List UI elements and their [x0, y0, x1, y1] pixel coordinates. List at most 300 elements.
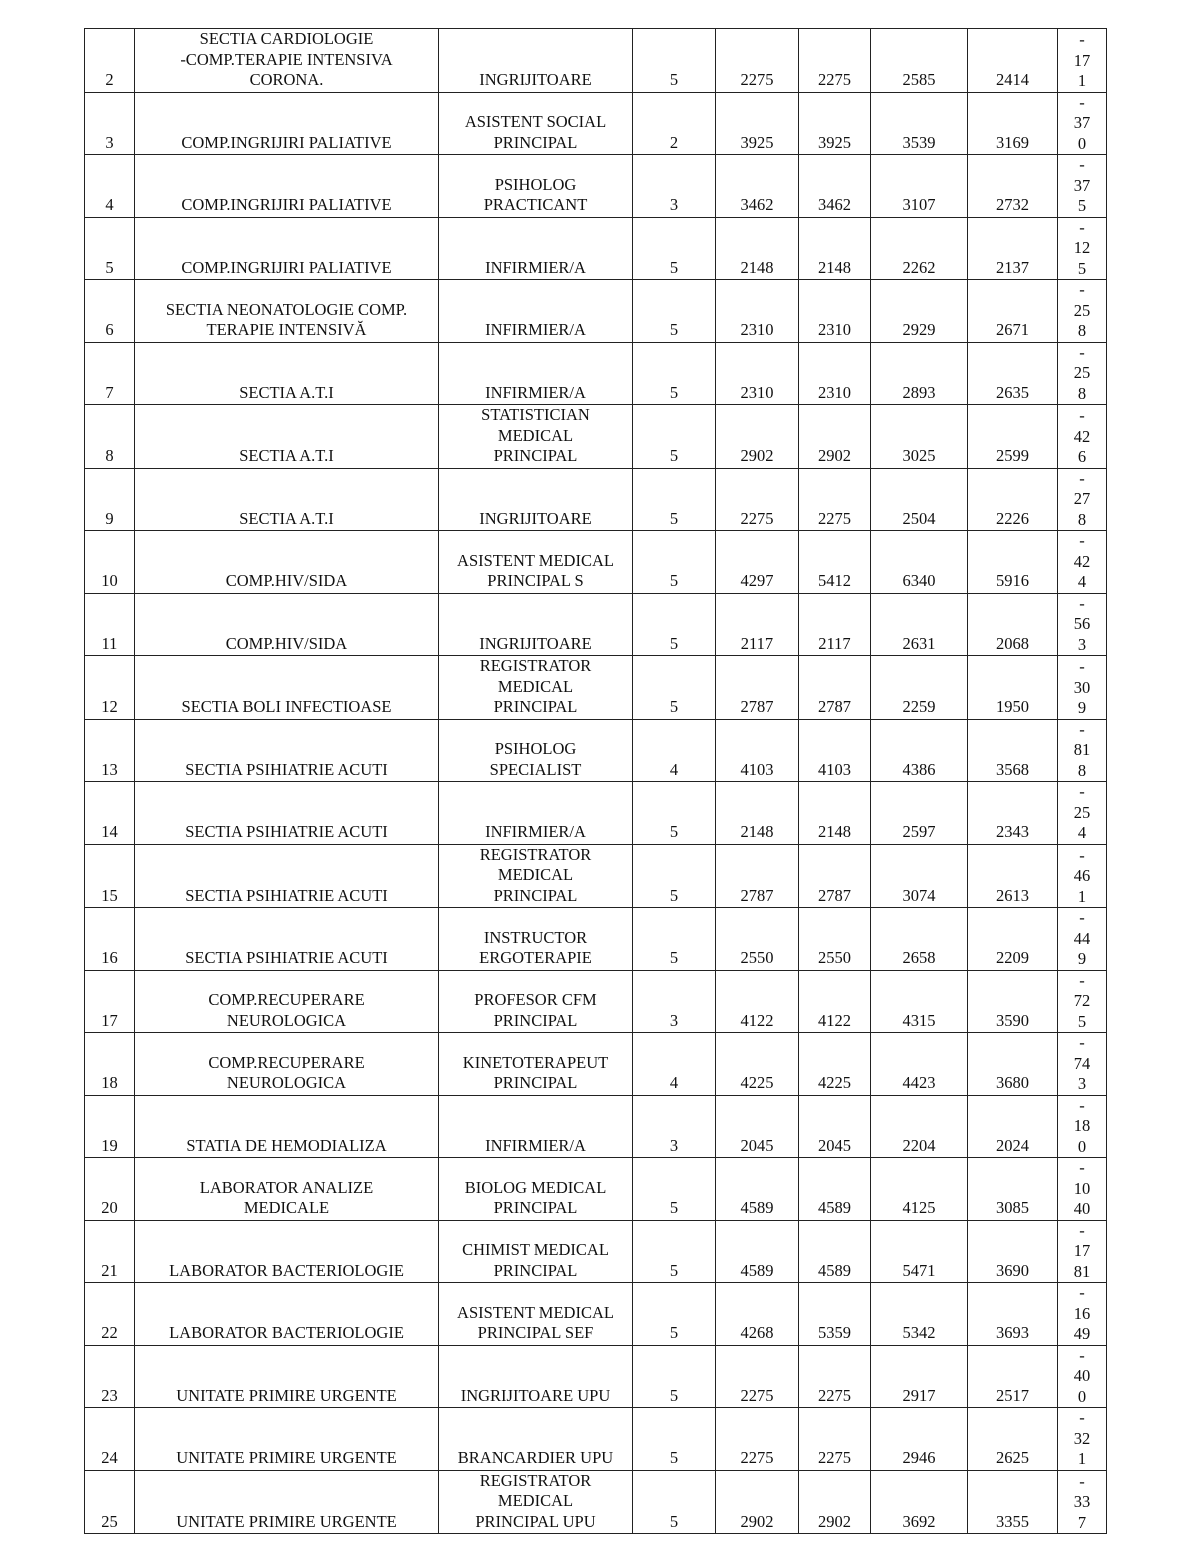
table-row	[85, 908, 1107, 971]
position-cell	[439, 1220, 633, 1283]
difference-line: 74	[1073, 1053, 1091, 1073]
value-3-cell: 2658	[871, 908, 968, 971]
value-1-cell: 2148	[716, 782, 799, 845]
position-line: INFIRMIER/A	[485, 1135, 586, 1155]
grade-cell: 5	[633, 1158, 716, 1221]
value-3-cell: 4125	[871, 1158, 968, 1221]
value-3-cell: 2929	[871, 280, 968, 343]
department-cell	[135, 1408, 439, 1471]
difference-line: -	[1079, 92, 1085, 112]
grade-cell: 4	[633, 719, 716, 782]
table-row	[85, 405, 1107, 469]
value-1-cell: 4297	[716, 531, 799, 594]
department-line: STATIA DE HEMODIALIZA	[186, 1135, 387, 1155]
value-2-cell: 2550	[799, 908, 871, 971]
position-cell	[439, 719, 633, 782]
difference-line: 27	[1073, 489, 1091, 508]
value-1-cell: 2550	[716, 908, 799, 971]
grade-cell: 5	[633, 468, 716, 531]
grade-cell: 2	[633, 92, 716, 155]
value-1-cell: 2310	[716, 280, 799, 343]
row-number-cell: 23	[85, 1345, 135, 1408]
grade-cell: 5	[633, 1470, 716, 1534]
value-2-cell: 4589	[799, 1158, 871, 1221]
position-cell	[439, 1095, 633, 1158]
row-number-cell: 24	[85, 1408, 135, 1471]
position-line: REGISTRATOR	[479, 844, 592, 864]
position-line: PRINCIPAL SEF	[477, 1323, 594, 1342]
difference-line: 0	[1077, 133, 1087, 153]
department-cell	[135, 155, 439, 218]
difference-cell	[1058, 719, 1107, 782]
department-line: UNITATE PRIMIRE URGENTE	[176, 1385, 397, 1405]
grade-cell: 5	[633, 29, 716, 93]
difference-cell	[1058, 782, 1107, 845]
difference-cell	[1058, 1158, 1107, 1221]
department-cell	[135, 1470, 439, 1534]
difference-line: 33	[1073, 1492, 1091, 1511]
difference-line: 37	[1073, 113, 1091, 132]
department-cell	[135, 342, 439, 405]
difference-cell	[1058, 280, 1107, 343]
value-2-cell: 2902	[799, 405, 871, 469]
position-line: MEDICAL	[497, 676, 574, 696]
difference-line: -	[1079, 217, 1085, 237]
difference-line: 42	[1073, 426, 1091, 446]
difference-line: 9	[1077, 949, 1087, 968]
row-number-cell: 11	[85, 593, 135, 656]
difference-line: 40	[1073, 1366, 1091, 1385]
difference-cell	[1058, 1283, 1107, 1346]
difference-line: 18	[1073, 1116, 1091, 1135]
value-3-cell: 2917	[871, 1345, 968, 1408]
table-row	[85, 92, 1107, 155]
difference-line: 46	[1073, 866, 1091, 885]
table-row	[85, 719, 1107, 782]
difference-line: 3	[1077, 1074, 1087, 1093]
position-cell	[439, 908, 633, 971]
difference-line: -	[1079, 1095, 1085, 1115]
value-3-cell: 4386	[871, 719, 968, 782]
difference-line: -	[1079, 1220, 1085, 1240]
position-cell	[439, 593, 633, 656]
row-number-cell: 7	[85, 342, 135, 405]
row-number-cell: 3	[85, 92, 135, 155]
table-row	[85, 1158, 1107, 1221]
position-cell	[439, 92, 633, 155]
grade-cell: 5	[633, 1283, 716, 1346]
difference-line: -	[1079, 782, 1085, 801]
department-cell	[135, 92, 439, 155]
position-cell	[439, 468, 633, 531]
difference-line: -	[1079, 719, 1085, 739]
position-cell	[439, 531, 633, 594]
department-line: SECTIA BOLI INFECTIOASE	[181, 697, 392, 716]
difference-line: 8	[1077, 383, 1087, 403]
value-1-cell: 2902	[716, 405, 799, 469]
row-number-cell: 22	[85, 1283, 135, 1346]
difference-cell	[1058, 1470, 1107, 1534]
value-2-cell: 2275	[799, 29, 871, 93]
position-cell	[439, 217, 633, 280]
difference-cell	[1058, 593, 1107, 656]
value-2-cell: 5412	[799, 531, 871, 594]
difference-line: 42	[1073, 551, 1091, 571]
value-4-cell: 2625	[968, 1408, 1058, 1471]
value-4-cell: 3568	[968, 719, 1058, 782]
difference-line: 5	[1077, 196, 1087, 215]
difference-cell	[1058, 92, 1107, 155]
difference-line: -	[1079, 155, 1085, 174]
value-2-cell: 2148	[799, 782, 871, 845]
difference-line: 44	[1073, 928, 1091, 948]
value-2-cell: 5359	[799, 1283, 871, 1346]
table-row	[85, 970, 1107, 1033]
position-cell	[439, 1158, 633, 1221]
position-line: PRINCIPAL	[493, 132, 578, 152]
department-cell	[135, 1345, 439, 1408]
position-line: PRINCIPAL	[493, 697, 578, 716]
difference-cell	[1058, 1033, 1107, 1096]
grade-cell: 3	[633, 970, 716, 1033]
difference-line: -	[1079, 908, 1085, 927]
department-cell	[135, 531, 439, 594]
department-cell	[135, 844, 439, 908]
table-row	[85, 844, 1107, 908]
value-1-cell: 2148	[716, 217, 799, 280]
table-row	[85, 280, 1107, 343]
row-number-cell: 21	[85, 1220, 135, 1283]
value-4-cell: 5916	[968, 531, 1058, 594]
department-line: -COMP.TERAPIE INTENSIVA	[180, 49, 393, 69]
difference-line: -	[1079, 1158, 1085, 1177]
difference-line: -	[1079, 657, 1085, 676]
grade-cell: 5	[633, 1345, 716, 1408]
value-4-cell: 2068	[968, 593, 1058, 656]
position-line: ASISTENT MEDICAL	[457, 550, 614, 570]
value-4-cell: 2226	[968, 468, 1058, 531]
position-line: CHIMIST MEDICAL	[462, 1240, 609, 1259]
difference-cell	[1058, 342, 1107, 405]
value-2-cell: 2902	[799, 1470, 871, 1534]
position-line: PRINCIPAL S	[487, 571, 584, 590]
department-line: COMP.RECUPERARE	[208, 1052, 365, 1072]
value-1-cell: 2117	[716, 593, 799, 656]
difference-line: 0	[1077, 1386, 1087, 1406]
department-line: COMP.RECUPERARE	[208, 990, 365, 1009]
value-3-cell: 2259	[871, 656, 968, 720]
difference-line: 25	[1073, 363, 1091, 382]
table-row	[85, 531, 1107, 594]
department-cell	[135, 468, 439, 531]
value-2-cell: 2117	[799, 593, 871, 656]
difference-line: 4	[1077, 572, 1087, 591]
grade-cell: 5	[633, 908, 716, 971]
row-number-cell: 14	[85, 782, 135, 845]
table-row	[85, 1033, 1107, 1096]
value-4-cell: 2635	[968, 342, 1058, 405]
position-line: INGRIJITOARE	[479, 508, 592, 528]
position-line: PRINCIPAL	[493, 1073, 578, 1092]
position-line: PSIHOLOG	[494, 174, 577, 194]
department-cell	[135, 1220, 439, 1283]
department-line: SECTIA A.T.I	[239, 382, 334, 402]
position-cell	[439, 782, 633, 845]
row-number-cell: 5	[85, 217, 135, 280]
position-line: PROFESOR CFM	[474, 990, 597, 1009]
value-4-cell: 3085	[968, 1158, 1058, 1221]
department-line: UNITATE PRIMIRE URGENTE	[176, 1511, 397, 1531]
value-2-cell: 3462	[799, 155, 871, 218]
row-number-cell: 18	[85, 1033, 135, 1096]
department-cell	[135, 1158, 439, 1221]
table-row	[85, 1408, 1107, 1471]
position-cell	[439, 342, 633, 405]
value-3-cell: 2504	[871, 468, 968, 531]
table-row	[85, 1283, 1107, 1346]
value-3-cell: 5342	[871, 1283, 968, 1346]
difference-line: 40	[1073, 1199, 1091, 1218]
value-1-cell: 4589	[716, 1220, 799, 1283]
value-4-cell: 3169	[968, 92, 1058, 155]
value-4-cell: 1950	[968, 656, 1058, 720]
row-number-cell: 25	[85, 1470, 135, 1534]
difference-line: 5	[1077, 1011, 1087, 1031]
position-line: ASISTENT MEDICAL	[457, 1302, 614, 1322]
position-line: PRINCIPAL UPU	[475, 1511, 596, 1531]
value-1-cell: 4122	[716, 970, 799, 1033]
grade-cell: 5	[633, 593, 716, 656]
position-cell	[439, 405, 633, 469]
value-3-cell: 3692	[871, 1470, 968, 1534]
grade-cell: 4	[633, 1033, 716, 1096]
difference-line: 8	[1077, 321, 1087, 340]
difference-cell	[1058, 468, 1107, 531]
difference-line: 8	[1077, 760, 1087, 780]
difference-line: 4	[1077, 823, 1087, 842]
row-number-cell: 4	[85, 155, 135, 218]
value-3-cell: 6340	[871, 531, 968, 594]
value-2-cell: 2787	[799, 844, 871, 908]
row-number-cell: 2	[85, 29, 135, 93]
department-cell	[135, 217, 439, 280]
difference-line: -	[1079, 1283, 1085, 1302]
department-line: LABORATOR BACTERIOLOGIE	[169, 1260, 404, 1280]
difference-line: 32	[1073, 1428, 1091, 1448]
value-4-cell: 3680	[968, 1033, 1058, 1096]
difference-line: -	[1079, 593, 1085, 613]
difference-cell	[1058, 217, 1107, 280]
position-line: STATISTICIAN	[481, 405, 590, 424]
value-1-cell: 4268	[716, 1283, 799, 1346]
value-4-cell: 2732	[968, 155, 1058, 218]
difference-line: -	[1079, 406, 1085, 425]
table-row	[85, 593, 1107, 656]
row-number-cell: 13	[85, 719, 135, 782]
department-line: COMP.HIV/SIDA	[225, 633, 348, 653]
department-line: COMP.INGRIJIRI PALIATIVE	[181, 132, 392, 152]
difference-cell	[1058, 1345, 1107, 1408]
position-cell	[439, 1408, 633, 1471]
table-row	[85, 468, 1107, 531]
grade-cell: 5	[633, 656, 716, 720]
difference-line: 56	[1073, 614, 1091, 633]
department-line: COMP.INGRIJIRI PALIATIVE	[181, 257, 392, 277]
position-line: BIOLOG MEDICAL	[464, 1177, 607, 1197]
difference-line: 3	[1077, 634, 1087, 654]
position-cell	[439, 844, 633, 908]
department-line: UNITATE PRIMIRE URGENTE	[176, 1448, 397, 1467]
department-line: SECTIA PSIHIATRIE ACUTI	[185, 759, 388, 779]
department-line: SECTIA PSIHIATRIE ACUTI	[185, 885, 388, 905]
department-cell	[135, 405, 439, 469]
value-4-cell: 2599	[968, 405, 1058, 469]
department-line: NEUROLOGICA	[226, 1073, 347, 1092]
position-cell	[439, 280, 633, 343]
row-number-cell: 19	[85, 1095, 135, 1158]
difference-line: -	[1079, 30, 1085, 49]
department-line: CORONA.	[249, 70, 324, 89]
difference-line: -	[1079, 1345, 1085, 1365]
difference-cell	[1058, 970, 1107, 1033]
department-cell	[135, 1095, 439, 1158]
value-2-cell: 2275	[799, 468, 871, 531]
value-3-cell: 2631	[871, 593, 968, 656]
department-cell	[135, 782, 439, 845]
department-cell	[135, 908, 439, 971]
value-1-cell: 2310	[716, 342, 799, 405]
value-1-cell: 2275	[716, 1408, 799, 1471]
difference-cell	[1058, 1220, 1107, 1283]
department-line: SECTIA NEONATOLOGIE COMP.	[165, 299, 408, 319]
table-row	[85, 155, 1107, 218]
difference-line: -	[1079, 1471, 1085, 1491]
difference-line: 81	[1073, 740, 1091, 759]
grade-cell: 5	[633, 217, 716, 280]
difference-line: 1	[1077, 71, 1087, 90]
difference-cell	[1058, 1408, 1107, 1471]
position-line: MEDICAL	[497, 865, 574, 884]
department-line: TERAPIE INTENSIVĂ	[206, 320, 367, 339]
value-2-cell: 2275	[799, 1345, 871, 1408]
department-line: SECTIA PSIHIATRIE ACUTI	[185, 948, 388, 967]
difference-cell	[1058, 29, 1107, 93]
department-cell	[135, 656, 439, 720]
difference-line: 49	[1073, 1324, 1091, 1343]
value-3-cell: 2262	[871, 217, 968, 280]
table-row	[85, 217, 1107, 280]
value-4-cell: 2517	[968, 1345, 1058, 1408]
position-line: INGRIJITOARE	[479, 633, 592, 653]
row-number-cell: 16	[85, 908, 135, 971]
table-row	[85, 29, 1107, 93]
value-2-cell: 2310	[799, 280, 871, 343]
difference-line: 16	[1073, 1303, 1091, 1323]
grade-cell: 5	[633, 1408, 716, 1471]
difference-cell	[1058, 405, 1107, 469]
position-cell	[439, 1283, 633, 1346]
value-4-cell: 2671	[968, 280, 1058, 343]
difference-cell	[1058, 155, 1107, 218]
difference-line: 25	[1073, 300, 1091, 320]
value-4-cell: 2024	[968, 1095, 1058, 1158]
row-number-cell: 9	[85, 468, 135, 531]
grade-cell: 5	[633, 405, 716, 469]
department-cell	[135, 29, 439, 93]
department-line: LABORATOR ANALIZE	[199, 1177, 374, 1197]
row-number-cell: 20	[85, 1158, 135, 1221]
value-4-cell: 3693	[968, 1283, 1058, 1346]
position-line: PRACTICANT	[483, 195, 588, 214]
value-4-cell: 3590	[968, 970, 1058, 1033]
value-3-cell: 3107	[871, 155, 968, 218]
difference-cell	[1058, 844, 1107, 908]
difference-cell	[1058, 656, 1107, 720]
position-line: ASISTENT SOCIAL	[464, 112, 607, 131]
position-cell	[439, 29, 633, 93]
value-2-cell: 2148	[799, 217, 871, 280]
department-cell	[135, 1283, 439, 1346]
position-line: REGISTRATOR	[479, 656, 592, 675]
row-number-cell: 17	[85, 970, 135, 1033]
grade-cell: 3	[633, 155, 716, 218]
position-line: INSTRUCTOR	[483, 927, 588, 947]
value-1-cell: 2275	[716, 29, 799, 93]
department-line: COMP.HIV/SIDA	[225, 571, 348, 590]
department-cell	[135, 1033, 439, 1096]
value-1-cell: 2787	[716, 844, 799, 908]
difference-line: -	[1079, 1033, 1085, 1052]
position-cell	[439, 1033, 633, 1096]
difference-line: 8	[1077, 509, 1087, 529]
value-3-cell: 3074	[871, 844, 968, 908]
row-number-cell: 6	[85, 280, 135, 343]
difference-line: -	[1079, 342, 1085, 362]
difference-line: 81	[1073, 1261, 1091, 1281]
department-line: LABORATOR BACTERIOLOGIE	[169, 1323, 404, 1342]
position-cell	[439, 656, 633, 720]
value-4-cell: 2343	[968, 782, 1058, 845]
salary-table	[84, 28, 1107, 1534]
value-4-cell: 3690	[968, 1220, 1058, 1283]
value-1-cell: 2902	[716, 1470, 799, 1534]
department-cell	[135, 970, 439, 1033]
grade-cell: 5	[633, 782, 716, 845]
value-3-cell: 3025	[871, 405, 968, 469]
difference-line: 0	[1077, 1136, 1087, 1156]
department-cell	[135, 280, 439, 343]
difference-cell	[1058, 531, 1107, 594]
position-line: PRINCIPAL	[493, 1010, 578, 1030]
table-row	[85, 1095, 1107, 1158]
difference-line: 37	[1073, 175, 1091, 195]
value-3-cell: 2204	[871, 1095, 968, 1158]
grade-cell: 5	[633, 531, 716, 594]
position-line: SPECIALIST	[489, 759, 582, 779]
department-line: SECTIA PSIHIATRIE ACUTI	[185, 822, 388, 841]
value-2-cell: 4225	[799, 1033, 871, 1096]
difference-line: -	[1079, 1408, 1085, 1427]
value-4-cell: 2137	[968, 217, 1058, 280]
table-row	[85, 782, 1107, 845]
department-line: MEDICALE	[243, 1198, 330, 1217]
position-line: INFIRMIER/A	[485, 257, 586, 277]
difference-line: 17	[1073, 50, 1091, 70]
value-2-cell: 4103	[799, 719, 871, 782]
position-line: MEDICAL	[497, 425, 574, 445]
position-cell	[439, 1345, 633, 1408]
difference-line: 1	[1077, 1449, 1087, 1468]
